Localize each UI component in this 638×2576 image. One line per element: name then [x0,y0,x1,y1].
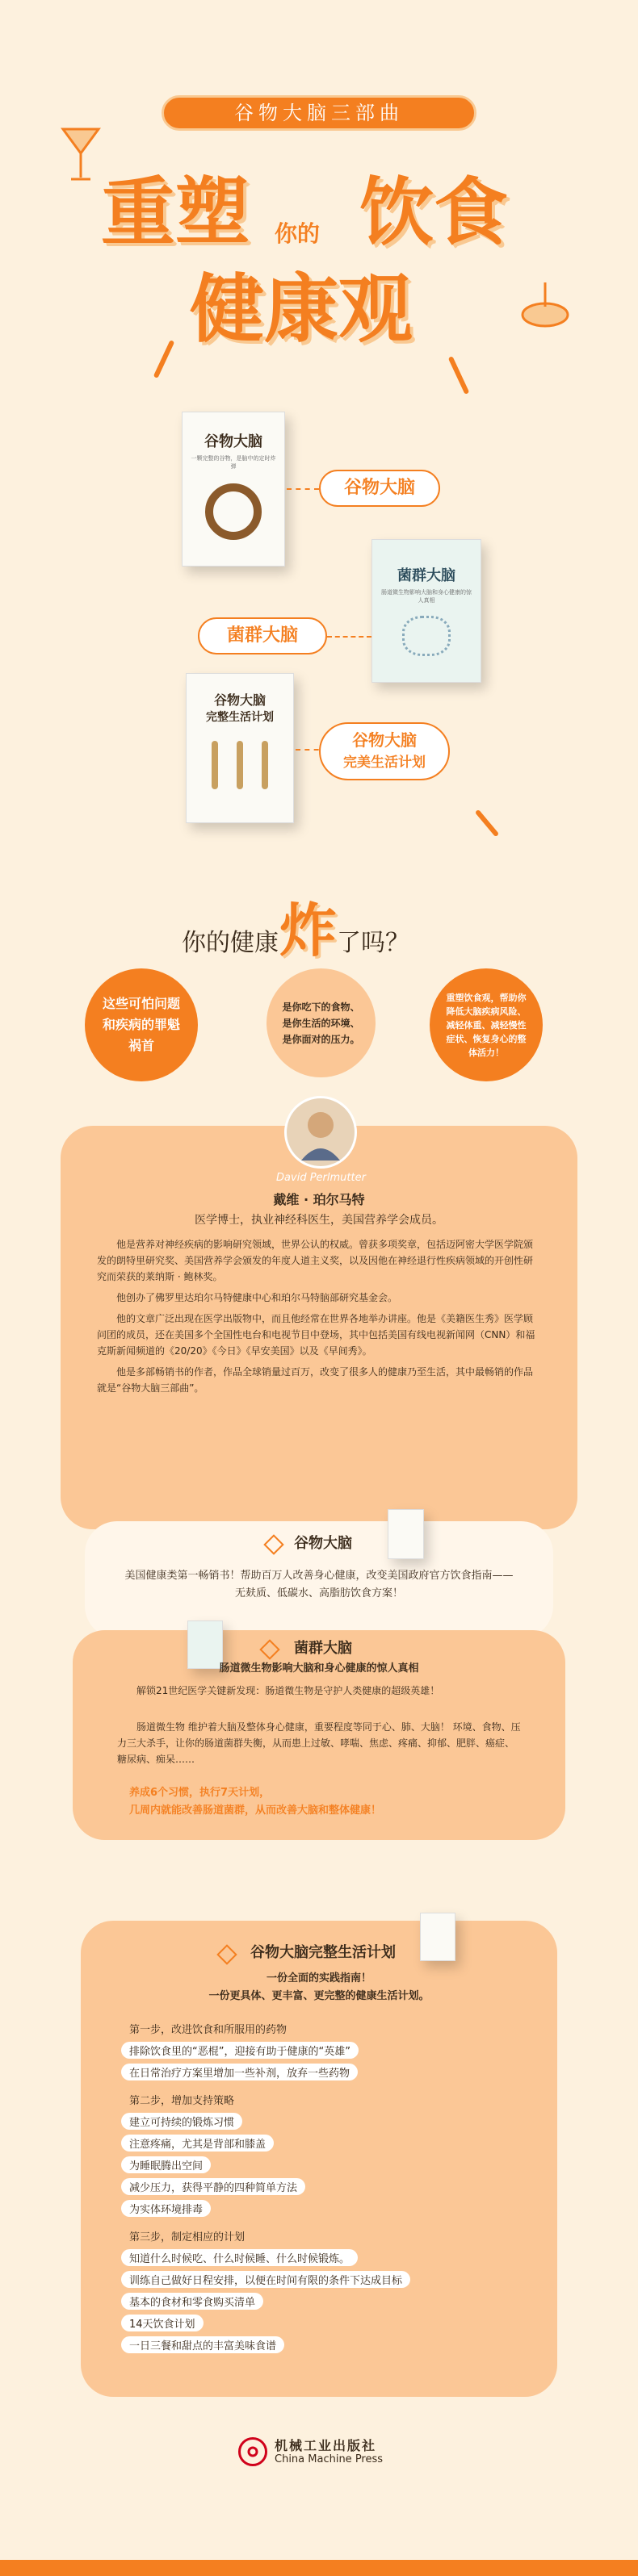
author-bio-p1: 他是营养对神经疾病的影响研究领域，世界公认的权威。曾获多项奖章，包括迈阿密大学医学院颁发的朗特里研究奖、美国营养学会颁发的年度人道主义奖，以及因他在神经退行性疾病领域的开创性研究而荣获的莱纳斯 · 鲍林奖。 [97,1239,534,1282]
section2-title: 菌群大脑 [294,1640,352,1657]
section2-highlight2: 几周内就能改善肠道菌群，从而改善大脑和整体健康！ [129,1804,382,1817]
book2-label: 菌群大脑 [198,617,327,654]
step3-item: 训练自己做好日程安排，以便在时间有限的条件下达成目标 [121,2271,410,2288]
deco-swoosh-right [448,356,470,395]
author-bio-p4: 他是多部畅销书的作者，作品全球销量过百万，改变了很多人的健康乃至生活，其中最畅销的作品就是“谷物大脑三部曲”。 [97,1366,534,1394]
health-question [182,884,472,964]
author-title: 医学博士，执业神经科医生，美国营养学会成员。 [195,1214,443,1227]
step2-item: 为实体环境排毒 [121,2200,211,2217]
book3-label-line2: 完美生活计划 [343,755,426,771]
book1-cover-title: 谷物大脑 [204,433,262,450]
step2-item: 建立可持续的锻炼习惯 [121,2113,242,2130]
author-avatar [284,1096,357,1169]
section3-thumb [420,1913,455,1961]
book1-connector [287,488,319,490]
step3-title: 第三步，制定相应的计划 [129,2231,246,2244]
book3-cover-title2: 完整生活计划 [206,711,274,724]
bowl-icon [513,274,577,339]
question-prefix: 你的健康 [182,929,279,957]
section2-para1: 解锁21世纪医学关键新发现：肠道微生物是守护人类健康的超级英雄！ [136,1685,440,1696]
section3-sub1: 一份全面的实践指南！ [266,1972,371,1984]
step1-title: 第一步，改进饮食和所服用的药物 [129,2024,288,2036]
question-highlight: 炸 [279,897,338,964]
section1-thumb [388,1509,424,1559]
step2-item: 减少压力，获得平静的四种简单方法 [121,2178,305,2195]
book3-label-line1: 谷物大脑 [352,730,417,750]
book1-cover [182,412,285,567]
publisher-cn: 机械工业出版社 [275,2438,377,2453]
title-small: 你的 [275,220,321,247]
section2-subtitle: 肠道微生物影响大脑和身心健康的惊人真相 [219,1662,419,1675]
section3-sub2: 一份更具体、更丰富、更完整的健康生活计划。 [208,1990,430,2002]
book2-connector [327,636,371,638]
step3-item: 基本的食材和零食购买清单 [121,2293,263,2310]
book3-cover-title: 谷物大脑 [213,692,266,708]
step3-item: 一日三餐和甜点的丰富美味食谱 [121,2336,284,2353]
step1-item: 在日常治疗方案里增加一些补剂，放弃一些药物 [121,2064,358,2080]
circle-factors [267,968,376,1077]
book2-cover-sub: 肠道微生物影响大脑和身心健康的惊人真相 [381,589,472,604]
book1-label: 谷物大脑 [319,470,440,507]
question-suffix: 了吗？ [337,929,410,957]
section2-para2: 肠道微生物 维护着大脑及整体身心健康，重要程度等同于心、肺、大脑！ 环境、食物、压力三大杀手，让你的肠道菌群失衡，从而患上过敏、哮喘、焦虑、疼痛、抑郁、肥胖、癌症、糖尿病、痴呆…… [117,1721,521,1765]
section2-highlight1: 养成6个习惯，执行7天计划， [129,1787,271,1799]
book2-cover-title: 菌群大脑 [397,567,455,584]
cocktail-icon [57,121,105,186]
publisher-logo-icon [238,2437,267,2466]
step2-title: 第二步，增加支持策略 [129,2095,235,2107]
publisher-en: China Machine Press [275,2453,384,2465]
brain-icon [402,616,451,656]
step2-item: 为睡眠腾出空间 [121,2156,211,2173]
book1-cover-sub: 一颗完整的谷物，是脑中的定时炸弹 [191,455,276,470]
pretzel-icon [205,483,262,540]
author-cn-name: 戴维 · 珀尔马特 [273,1192,365,1207]
cutlery-icon [212,741,268,789]
step3-item: 14天饮食计划 [121,2315,204,2331]
book2-cover [371,539,481,683]
book3-label [319,722,450,780]
deco-swoosh-bottom [475,809,499,837]
author-bio [97,1236,541,1396]
circle-causes-text: 这些可怕问题和疾病的罪魁祸首 [103,996,181,1053]
title-line1-a: 重塑 [101,169,250,256]
section3-steps [121,2022,509,2356]
circle-solution-text: 重塑饮食观，帮助你降低大脑疾病风险、减轻体重、减轻慢性症状、恢复身心的整体活力！ [446,992,527,1058]
step3-item: 知道什么时候吃、什么时候睡、什么时候锻炼。 [121,2249,358,2266]
step2-item: 注意疼痛，尤其是背部和膝盖 [121,2135,274,2152]
circle-causes [85,968,198,1081]
section1-body: 美国健康类第一畅销书！帮助百万人改善身心健康，改变美国政府官方饮食指南——无麸质、低碳水、高脂肪饮食方案！ [124,1570,514,1600]
section1-title: 谷物大脑 [294,1535,352,1552]
bottom-bar [0,2560,638,2576]
title-line1-b: 饮食 [359,169,509,256]
series-banner: 谷物大脑三部曲 [162,95,476,131]
title-line2: 健康观 [190,266,413,353]
deco-swoosh-left [153,340,175,378]
circle-solution [430,968,543,1081]
step1-item: 排除饮食里的“恶棍”，迎接有助于健康的“英雄” [121,2042,359,2059]
section3-title: 谷物大脑完整生活计划 [250,1944,396,1961]
circle-factors-text: 是你吃下的食物、是你生活的环境、是你面对的压力。 [282,1001,360,1045]
book3-cover [186,673,294,823]
author-bio-p3: 他的文章广泛出现在医学出版物中，而且他经常在世界各地举办讲座。他是《美籍医生秀》医学顾问团的成员，还在美国多个全国性电台和电视节目中登场，其中包括美国有线电视新闻网（CNN）和福克斯新闻频道的《20/20》《今日》《早安美国》以及《早间秀》。 [97,1313,535,1357]
author-en-name: David Perlmutter [276,1172,366,1184]
author-bio-p2: 他创办了佛罗里达珀尔马特健康中心和珀尔马特脑部研究基金会。 [116,1292,398,1303]
